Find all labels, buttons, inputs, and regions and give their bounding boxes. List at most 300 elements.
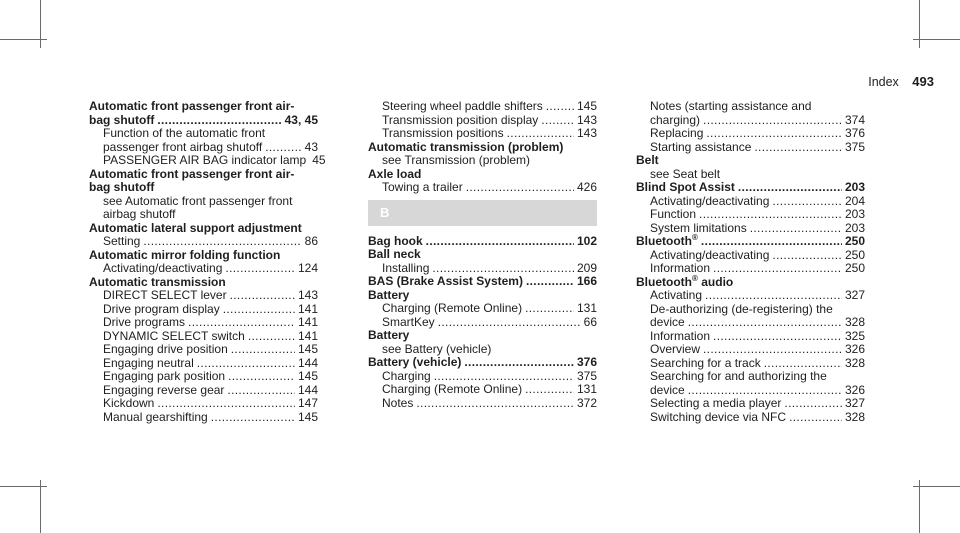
index-subentry [368,127,597,141]
entry-text [650,343,700,357]
index-subentry [636,100,865,114]
page-ref: 327 [844,288,865,302]
dot-leader [230,289,295,303]
index-column-1 [89,99,326,424]
index-entry [89,168,318,182]
index-entry [89,114,318,128]
header-label: Index [868,75,899,89]
entry-label: Drive program display [103,301,220,316]
entry-text [368,328,409,342]
dot-leader [772,249,842,263]
entry-label: Engaging park position [103,369,226,383]
index-subentry [89,153,326,168]
dot-leader [701,235,842,249]
index-subentry [368,302,597,316]
page-ref: 144 [297,382,318,397]
entry-label: see Transmission (problem) [382,153,531,167]
page-ref: 143 [576,112,597,127]
entry-label: airbag shutoff [103,207,176,221]
entry-label: Notes (starting assistance and [650,99,812,113]
entry-text [650,141,751,155]
dot-leader [248,330,295,344]
entry-text [650,316,685,330]
dot-leader [546,100,574,114]
entry-label: Charging (Remote Online) [382,382,523,396]
page-ref: 328 [844,355,865,370]
entry-text [103,262,222,276]
index-subentry [636,316,865,330]
page-ref: 374 [844,112,865,127]
entry-text [636,153,659,167]
index-entry [89,249,318,263]
page-ref: 376 [576,355,597,369]
entry-text [650,99,811,113]
dot-leader [750,222,842,236]
page-ref: 141 [297,315,318,329]
letter-section-bar [368,200,597,226]
index-entry [368,275,597,289]
entry-text [650,330,710,344]
entry-text [89,221,302,235]
dot-leader [438,316,581,330]
index-subentry [89,357,318,371]
entry-label: PASSENGER AIR BAG indicator lamp [103,153,307,167]
entry-text [103,397,154,411]
page-ref: 147 [297,396,318,410]
entry-text [382,262,429,276]
index-subentry [89,330,318,344]
index-subentry [368,100,597,114]
index-column-2-top [368,100,597,195]
page-ref: 376 [844,126,865,140]
entry-text [650,262,710,276]
dot-leader [706,127,842,141]
index-subentry [368,383,597,397]
dot-leader [738,181,842,195]
entry-text [382,383,522,397]
page-ref: 145 [576,99,597,113]
page-ref: 250 [844,234,865,248]
dot-leader [754,141,842,155]
entry-label: SmartKey [382,314,435,329]
page-ref: 327 [844,396,865,410]
entry-text [382,370,431,384]
entry-label: De-authorizing (de-registering) the [650,301,833,316]
entry-text [650,114,700,128]
index-subentry [636,208,865,222]
index-subentry [636,168,865,182]
entry-text [382,100,543,114]
entry-text [368,140,563,154]
entry-label: Bluetooth [636,274,692,289]
entry-text [103,357,194,371]
entry-text [368,167,421,181]
index-entry [368,168,597,182]
page-ref: 166 [576,274,597,288]
dot-leader [211,411,295,425]
entry-label: Battery [368,287,410,302]
entry-text [103,154,306,168]
crop-mark [40,480,41,533]
index-entry [368,329,597,343]
index-subentry [636,141,865,155]
entry-label: device [650,315,685,329]
page-ref: 328 [844,409,865,424]
entry-label: Installing [382,260,430,275]
entry-label: Automatic transmission [89,274,226,289]
index-subentry [368,114,597,128]
entry-label: Information [650,328,711,343]
dot-leader [699,208,842,222]
entry-label: Overview [650,342,701,356]
page-ref: 328 [844,315,865,329]
dot-leader [688,316,842,330]
index-entry [368,235,597,249]
page-ref: 375 [844,139,865,154]
page-ref: 45 [312,153,326,167]
page-ref: 43 [304,139,318,154]
entry-text [650,127,703,141]
entry-label: DIRECT SELECT lever [103,288,227,302]
dot-leader [416,397,574,411]
entry-text [103,141,262,155]
entry-text [636,275,733,289]
page-ref: 203 [844,180,865,194]
page-ref: 426 [576,180,597,194]
dot-leader [228,370,295,384]
dot-leader [703,343,842,357]
entry-text [103,384,224,398]
dot-leader [464,356,574,370]
page-ref: 326 [844,342,865,356]
page-ref: 375 [576,368,597,383]
index-entry [368,248,597,262]
index-entry [636,154,865,168]
index-entry [89,222,318,236]
entry-label: see Seat belt [650,166,721,181]
dot-leader [227,384,295,398]
dot-leader [466,181,574,195]
index-subentry [636,303,865,317]
dot-leader [541,114,574,128]
dot-leader [143,235,301,249]
dot-leader [688,384,842,398]
index-subentry [368,154,597,168]
entry-text [382,302,522,316]
page-ref: 141 [297,328,318,343]
entry-text [382,114,538,128]
registered-mark: ® [692,273,698,283]
index-subentry [89,384,318,398]
entry-text [103,370,225,384]
entry-label: Ball neck [368,247,421,261]
entry-text [650,411,786,425]
index-entry [636,181,865,195]
index-subentry [636,289,865,303]
index-subentry [89,141,318,155]
entry-text [103,207,176,221]
entry-label: Setting [103,234,141,248]
dot-leader [713,330,842,344]
dot-leader [265,141,301,155]
index-entry [636,273,865,290]
entry-label: System limitations [650,220,747,235]
page-ref: 145 [297,369,318,383]
entry-text [103,330,245,344]
page-ref: 203 [844,207,865,221]
entry-label: Charging (Remote Online) [382,301,523,315]
entry-text [368,235,423,249]
dot-leader [223,303,295,317]
index-entry [89,100,318,114]
entry-text [650,222,747,236]
entry-label: Charging [382,368,431,383]
entry-text [650,289,702,303]
entry-label: Battery [368,328,410,342]
entry-text [103,316,185,330]
index-subentry [636,370,865,384]
page-ref: 203 [844,220,865,235]
entry-label: Axle load [368,166,422,181]
dot-leader [703,114,842,128]
index-subentry [89,235,318,249]
index-subentry [636,249,865,263]
entry-label: Engaging drive position [103,342,228,356]
entry-label: Transmission position display [382,112,539,127]
index-subentry [636,384,865,398]
entry-label: Battery (vehicle) [368,355,462,369]
page-ref: 102 [576,233,597,248]
index-entry [368,141,597,155]
entry-text [103,289,227,303]
page-ref: 66 [583,314,597,329]
entry-text [89,180,154,194]
page-ref: 145 [297,409,318,424]
entry-label: Activating/deactivating [103,261,223,275]
index-entry [89,181,318,195]
entry-label: bag shutoff [89,112,155,127]
dot-leader [772,195,842,209]
dot-leader [432,262,574,276]
dot-leader [525,383,574,397]
entry-text [103,194,292,208]
entry-text [89,114,154,128]
index-subentry [89,127,318,141]
entry-label: Transmission positions [382,126,504,140]
page-ref: 86 [304,234,318,248]
entry-label: Activating/deactivating [650,247,770,262]
crop-mark [919,480,920,533]
index-column-3 [636,100,865,424]
entry-label-suffix: audio [697,274,734,289]
entry-text [382,127,504,141]
entry-text [382,342,491,356]
page-ref: 131 [576,301,597,315]
index-subentry [636,195,865,209]
crop-mark [913,39,960,40]
index-subentry [368,262,597,276]
dot-leader [426,235,574,249]
entry-text [650,208,696,222]
entry-label: Function of the automatic front [103,126,266,140]
entry-text [89,275,226,289]
entry-label: charging) [650,112,701,127]
index-subentry [636,262,865,276]
entry-label: Activating/deactivating [650,193,770,208]
index-subentry [89,411,318,425]
dot-leader [157,114,281,128]
entry-label: Automatic front passenger front air- [89,99,295,113]
entry-text [650,369,827,383]
entry-text [650,195,769,209]
page-ref: 250 [844,261,865,275]
dot-leader [225,262,295,276]
index-subentry [89,195,318,209]
entry-text [103,303,220,317]
entry-label: Automatic lateral support adjustment [89,220,302,235]
entry-text [650,397,781,411]
index-entry [368,356,597,370]
index-subentry [636,114,865,128]
index-subentry [89,370,318,384]
index-subentry [368,397,597,411]
entry-label: Information [650,261,711,275]
registered-mark: ® [692,233,698,242]
index-subentry [89,316,318,330]
page-ref: 143 [576,126,597,140]
entry-label: see Automatic front passenger front [103,193,293,208]
entry-label: passenger front airbag shutoff [103,139,263,154]
entry-text [382,316,435,330]
page-ref: 131 [576,382,597,396]
index-subentry [89,262,318,276]
page-header [868,74,934,89]
dot-leader [231,343,295,357]
dot-leader [526,275,574,289]
entry-label: Starting assistance [650,139,752,154]
dot-leader [525,302,574,316]
index-subentry [636,127,865,141]
index-subentry [89,397,318,411]
entry-text [650,384,685,398]
index-entry [636,235,865,249]
page-ref: 250 [844,247,865,262]
entry-text [368,356,461,370]
index-subentry [89,208,318,222]
index-subentry [636,411,865,425]
dot-leader [705,289,842,303]
index-subentry [368,343,597,357]
entry-text [368,247,421,261]
index-subentry [368,316,597,330]
entry-label: Automatic transmission (problem) [368,139,564,154]
entry-label: Drive programs [103,315,186,329]
entry-text [368,275,523,289]
index-subentry [636,343,865,357]
index-subentry [636,330,865,344]
entry-label: Belt [636,153,659,167]
page-ref: 141 [297,301,318,316]
crop-mark [40,0,41,48]
entry-label: see Battery (vehicle) [382,341,492,356]
page-ref: 325 [844,328,865,343]
dot-leader [157,397,295,411]
page-ref: 124 [297,261,318,275]
entry-label: Automatic front passenger front air- [89,166,295,181]
entry-label: Kickdown [103,396,155,410]
entry-text [650,167,720,181]
index-subentry [89,303,318,317]
entry-label: Function [650,207,697,221]
entry-label: Replacing [650,126,704,140]
dot-leader [434,370,574,384]
page-number: 493 [912,74,934,89]
entry-text [382,397,413,411]
entry-text [103,126,265,140]
entry-label: Towing a trailer [382,180,463,194]
entry-text [89,248,280,262]
entry-text [368,288,409,302]
entry-label: DYNAMIC SELECT switch [103,328,245,343]
entry-label: Engaging reverse gear [103,382,225,397]
dot-leader [789,411,842,425]
index-subentry [368,181,597,195]
entry-text [636,235,698,249]
entry-label: Steering wheel paddle shifters [382,99,543,113]
entry-text [650,302,833,316]
dot-leader [507,127,574,141]
entry-label: Bag hook [368,233,423,248]
entry-label: Manual gearshifting [103,409,208,424]
entry-text [103,411,208,425]
entry-label: Selecting a media player [650,396,782,410]
entry-text [382,153,530,167]
page-ref: 43, 45 [284,112,318,127]
entry-label: Switching device via NFC [650,409,787,424]
entry-text [650,249,769,263]
index-entry [368,289,597,303]
entry-text [382,181,463,195]
entry-text [103,235,140,249]
crop-mark [919,0,920,48]
page-ref: 145 [297,342,318,356]
index-subentry [636,222,865,236]
index-entry [89,276,318,290]
index-subentry [636,397,865,411]
page-ref: 143 [297,288,318,302]
entry-label: Automatic mirror folding function [89,247,281,262]
page-ref: 326 [844,382,865,397]
entry-label: Notes [382,395,414,410]
dot-leader [713,262,842,276]
entry-label: Bluetooth [636,234,692,248]
page-ref: 144 [297,355,318,370]
page-ref: 372 [576,395,597,410]
index-subentry [368,370,597,384]
entry-text [89,99,294,113]
index-subentry [636,357,865,371]
section-letter: B [380,204,390,220]
page-ref: 204 [844,193,865,208]
entry-label: BAS (Brake Assist System) [368,274,523,288]
entry-label: Searching for and authorizing the [650,369,827,383]
entry-label: Blind Spot Assist [636,180,735,194]
entry-label: bag shutoff [89,180,155,194]
entry-text [636,181,735,195]
dot-leader [764,357,842,371]
dot-leader [188,316,295,330]
entry-label: device [650,382,685,397]
